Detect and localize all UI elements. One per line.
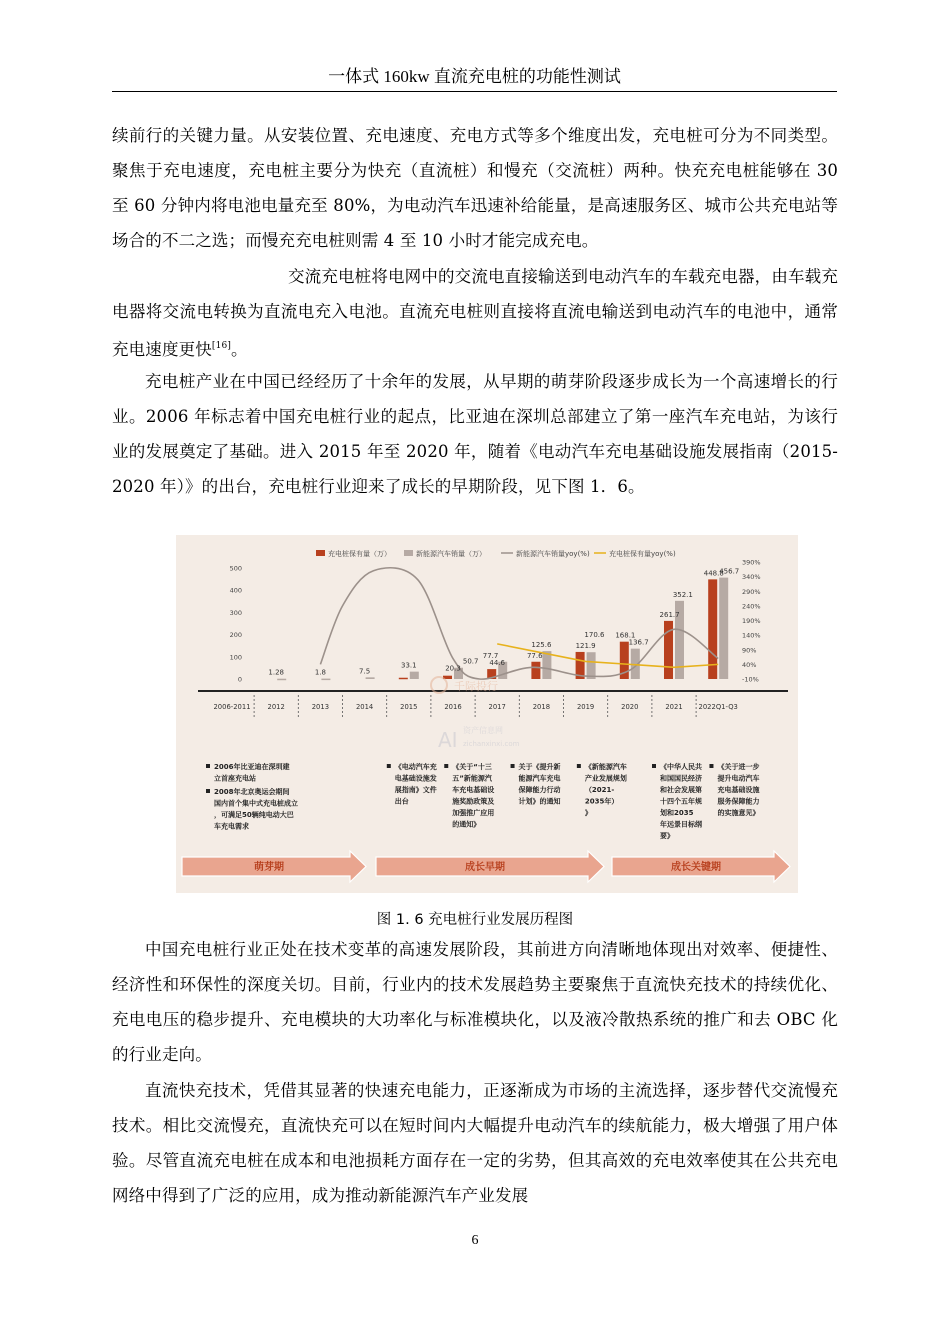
data-label: 352.1 [672,590,693,599]
y-tick-label: 500 [229,564,242,573]
legend-label-sales: 新能源汽车销量（万） [416,550,486,558]
phase-arrows [182,851,790,882]
y2-tick-label: 90% [742,646,757,655]
y-tick-label: 100 [229,653,242,662]
x-tick-label: 2006-2011 [213,703,251,711]
bar-ev-sales [719,578,728,679]
paragraph-3: 充电桩产业在中国已经经历了十余年的发展，从早期的萌芽阶段逐步成长为一个高速增长的行业。2006 年标志着中国充电桩行业的起点，比亚迪在深圳总部建立了第一座汽车充电站，为该行业的发展奠定了基础。进入 2015 年至 2020 年，随着《电动汽车充电基础设施发展指南（2015-2020 年）》的出台，充电桩行业迎来了成长的早期阶段，见下图 1．6。 [112,372,838,496]
x-tick-label: 2019 [576,703,595,711]
timeline-event-text: 《关于“十三五”新能源汽车充电基础设施奖励政策及加强推广应用的通知》 [452,763,495,829]
y-tick-label: 200 [229,631,242,640]
x-tick-label: 2022Q1-Q3 [698,703,738,711]
legend [316,549,676,558]
data-label: 77.7 [482,651,499,660]
figure-charging-history [176,535,798,893]
legend-label-sales-yoy: 新能源汽车销量yoy(%) [516,550,590,558]
bar-ev-sales [277,679,286,681]
bullet-icon [511,764,515,768]
legend-label-stock: 充电桩保有量（万） [328,550,391,558]
data-label: 1.28 [268,668,284,677]
bullet-icon [709,764,713,768]
timeline-events [206,762,759,840]
data-label: 33.1 [401,661,417,670]
phase-label: 成长关键期 [671,862,721,873]
data-label: 50.7 [462,657,479,666]
bar-ev-sales [542,651,551,679]
data-label: 77.6 [526,651,543,660]
y-axis-ticks [230,565,242,684]
paragraph-1: 续前行的关键力量。从安装位置、充电速度、充电方式等多个维度出发，充电桩可分为不同类型。聚焦于充电速度，充电桩主要分为快充（直流桩）和慢充（交流桩）两种。快充充电桩能够在 30 至 60 分钟内将电池电量充至 80%，为电动汽车迅速补给能量，是高速服务区、城市公共充电站等场合的不二之选；而慢充充电桩则需 4 至 10 小时才能完成充电。 [112,126,838,250]
y-tick-label: 0 [237,675,242,684]
header-rule [112,91,837,92]
x-tick-label: 2012 [267,703,285,711]
x-tick-label: 2021 [665,703,683,711]
x-axis [213,695,737,717]
data-label: 1.8 [314,668,326,677]
data-label: 20.3 [445,664,461,673]
bar-ev-sales [366,677,375,679]
legend-label-stock-yoy: 充电桩保有量yoy(%) [609,550,676,558]
watermark-text-1: 千际投行 [454,680,498,693]
legend-swatch-sales [404,550,413,556]
paragraph-2-text: 交流充电桩将电网中的交流电直接输送到电动汽车的车载充电器，由车载充电器将交流电转换为直流电充入电池。直流充电桩则直接将直流电输送到电动汽车的电池中，通常充电速度更快 [112,267,838,359]
data-label: 170.6 [584,631,605,640]
y-tick-label: 300 [229,608,242,617]
x-tick-label: 2020 [621,703,639,711]
x-tick-label: 2015 [400,703,418,711]
data-label: 448.8 [703,569,724,578]
data-label: 261.7 [659,610,680,619]
paragraph-5: 直流快充技术，凭借其显著的快速充电能力，正逐渐成为市场的主流选择，逐步替代交流慢充技术。相比交流慢充，直流快充可以在短时间内大幅提升电动汽车的续航能力，极大增强了用户体验。尽管直流充电桩在成本和电池损耗方面存在一定的劣势，但其高效的充电效率使其在公共充电网络中得到了广泛的应用，成为推动新能源汽车产业发展 [112,1081,838,1205]
y-tick-label: 400 [229,586,242,595]
bullet-icon [206,789,210,793]
y2-tick-label: 290% [742,587,761,596]
paragraph-2 [112,259,838,367]
bullet-icon [387,764,391,768]
data-label: 121.9 [575,641,596,650]
y2-tick-label: 390% [742,558,761,567]
page-number: 6 [471,1233,479,1248]
legend-swatch-stock [316,550,325,556]
y2-tick-label: 240% [742,602,761,611]
y2-axis-ticks [742,559,761,684]
paragraph-2-end: 。 [230,340,248,359]
paragraph-4: 中国充电桩行业正处在技术变革的高速发展阶段，其前进方向清晰地体现出对效率、便捷性、经济性和环保性的深度关切。目前，行业内的技术发展趋势主要聚焦于直流快充技术的持续优化、充电电压的稳步提升、充电模块的大功率化与标准模块化，以及液冷散热系统的推广和去 OBC 化的行业走向。 [112,940,838,1064]
bullet-icon [444,764,448,768]
y2-tick-label: -10% [742,675,759,684]
watermark [431,677,520,752]
bar-charger-stock [399,678,408,680]
timeline-event-text: 2006年比亚迪在深圳建立首座充电站 [214,763,290,783]
data-label: 456.7 [719,567,740,576]
data-label: 168.1 [615,631,636,640]
y2-tick-label: 40% [742,660,757,669]
bullet-icon [206,764,210,768]
bar-ev-sales [321,679,330,681]
bar-charger-stock [531,662,540,679]
timeline-event-text: 《关于进一步提升电动汽车充电基础设施服务保障能力的实施意见》 [717,763,760,817]
y2-tick-label: 140% [742,631,761,640]
x-tick-label: 2018 [532,703,551,711]
timeline-event-text: 《中华人民共和国国民经济和社会发展第十四个五年规划和2035 年远景目标纲要》 [660,763,702,840]
x-tick-label: 2017 [488,703,506,711]
timeline-event-text: 关于《提升新能源汽车充电保障能力行动计划》的通知 [518,763,561,806]
bar-ev-sales [587,652,596,679]
phase-label: 成长早期 [465,862,505,873]
watermark-text-2: 资产信息网 [463,726,503,735]
data-label: 136.7 [628,638,649,647]
sales-yoy-line [320,568,718,679]
y2-tick-label: 190% [742,617,761,625]
bullet-icon [577,764,581,768]
timeline-event-text: 《电动汽车充电基础设施发展指南》文件出台 [394,763,437,806]
bar-ev-sales [410,672,419,679]
watermark-logo-ai: AI [438,728,458,752]
timeline-event-text: 2008年北京奥运会期间国内首个集中式充电桩成立，可满足50辆纯电动大巴车充电需求 [214,788,298,831]
data-label: 44.6 [489,659,505,668]
citation-ref: [16] [211,341,231,351]
data-label: 7.5 [359,667,371,676]
y2-tick-label: 340% [742,573,761,582]
phase-label: 萌芽期 [254,862,284,873]
watermark-text-3: zichanxinxi.com [463,740,520,748]
timeline-event-text: 《新能源汽车产业发展规划（2021-2035年）》 [584,763,627,817]
x-tick-label: 2014 [355,703,374,711]
history-chart [176,535,798,893]
figure-caption: 图 1. 6 充电桩行业发展历程图 [376,912,574,928]
x-tick-label: 2016 [444,703,462,711]
data-label: 125.6 [531,641,552,650]
x-tick-label: 2013 [311,703,330,711]
page-header: 一体式 160kw 直流充电桩的功能性测试 [328,67,621,86]
bullet-icon [652,764,656,768]
